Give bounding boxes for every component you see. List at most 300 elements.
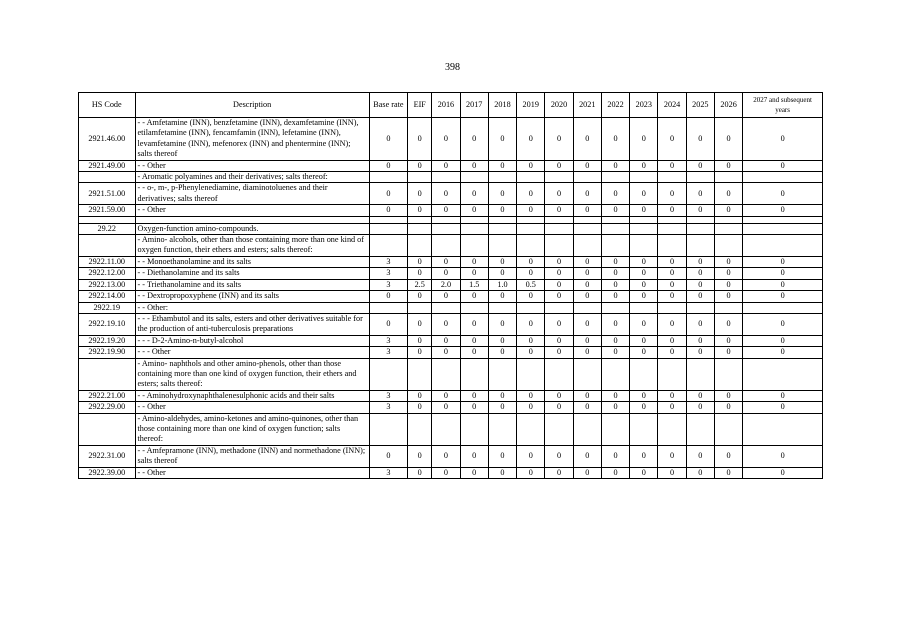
rate-cell: 0 <box>686 467 714 478</box>
rate-cell: 0 <box>573 205 601 216</box>
rate-cell: 0 <box>545 268 573 279</box>
rate-cell: 0 <box>573 183 601 205</box>
rate-cell: 3 <box>369 335 407 346</box>
rate-cell: 0 <box>517 390 545 401</box>
description-cell <box>135 216 369 223</box>
rate-cell: 0 <box>517 256 545 267</box>
rate-cell: 0 <box>743 160 823 171</box>
rate-cell <box>658 172 686 183</box>
rate-cell: 0 <box>573 279 601 290</box>
rate-cell <box>686 358 714 390</box>
table-row <box>79 413 823 445</box>
rate-cell: 0 <box>408 268 432 279</box>
rate-cell <box>369 223 407 234</box>
rate-cell: 0 <box>714 313 742 335</box>
rate-cell <box>460 413 488 445</box>
rate-cell: 0 <box>658 347 686 358</box>
rate-cell <box>743 172 823 183</box>
rate-cell: 0 <box>517 205 545 216</box>
description-cell: - - Diethanolamine and its salts <box>135 268 369 279</box>
col-2019: 2019 <box>517 93 545 118</box>
rate-cell: 0 <box>743 467 823 478</box>
rate-cell <box>432 235 460 257</box>
rate-cell <box>488 358 516 390</box>
rate-cell: 0 <box>658 313 686 335</box>
rate-cell: 0 <box>601 313 629 335</box>
rate-cell: 0 <box>743 268 823 279</box>
rate-cell: 0 <box>630 291 658 302</box>
rate-cell <box>460 223 488 234</box>
rate-cell: 0 <box>488 256 516 267</box>
rate-cell: 0 <box>488 183 516 205</box>
rate-cell: 0 <box>545 335 573 346</box>
rate-cell: 0 <box>432 313 460 335</box>
rate-cell: 3 <box>369 347 407 358</box>
rate-cell <box>432 216 460 223</box>
rate-cell: 0 <box>460 313 488 335</box>
rate-cell <box>432 358 460 390</box>
rate-cell <box>517 235 545 257</box>
rate-cell <box>517 413 545 445</box>
rate-cell: 1.5 <box>460 279 488 290</box>
rate-cell: 0 <box>743 445 823 467</box>
description-cell: - - Other: <box>135 302 369 313</box>
description-cell: - - o-, m-, p-Phenylenediamine, diaminotoluenes and their derivatives; salts thereof <box>135 183 369 205</box>
rate-cell: 3 <box>369 279 407 290</box>
rate-cell <box>658 302 686 313</box>
rate-cell <box>743 413 823 445</box>
page-number: 398 <box>445 62 460 73</box>
rate-cell: 0 <box>658 268 686 279</box>
rate-cell: 0 <box>408 313 432 335</box>
rate-cell <box>714 358 742 390</box>
rate-cell: 0 <box>714 160 742 171</box>
description-cell: Oxygen-function amino-compounds. <box>135 223 369 234</box>
rate-cell: 0 <box>658 160 686 171</box>
rate-cell: 0 <box>573 313 601 335</box>
description-cell: - - Monoethanolamine and its salts <box>135 256 369 267</box>
rate-cell <box>488 172 516 183</box>
table-row <box>79 402 823 413</box>
rate-cell <box>408 216 432 223</box>
rate-cell: 0 <box>517 347 545 358</box>
rate-cell: 0 <box>686 390 714 401</box>
description-cell: - - Other <box>135 205 369 216</box>
rate-cell: 0 <box>601 279 629 290</box>
table-row <box>79 335 823 346</box>
rate-cell <box>488 216 516 223</box>
hs-code-cell: 2922.11.00 <box>79 256 136 267</box>
rate-cell <box>686 413 714 445</box>
rate-cell: 0 <box>601 291 629 302</box>
rate-cell: 0 <box>630 335 658 346</box>
rate-cell <box>369 302 407 313</box>
rate-cell <box>573 216 601 223</box>
rate-cell: 0 <box>408 256 432 267</box>
rate-cell <box>686 302 714 313</box>
rate-cell: 0 <box>630 279 658 290</box>
rate-cell: 0 <box>432 402 460 413</box>
table-row <box>79 216 823 223</box>
rate-cell <box>658 235 686 257</box>
table-row <box>79 313 823 335</box>
rate-cell: 0 <box>369 445 407 467</box>
rate-cell <box>408 358 432 390</box>
rate-cell <box>601 302 629 313</box>
rate-cell <box>573 302 601 313</box>
rate-cell: 0 <box>743 291 823 302</box>
rate-cell: 0 <box>369 291 407 302</box>
rate-cell: 0 <box>686 160 714 171</box>
rate-cell: 0 <box>658 390 686 401</box>
rate-cell: 0 <box>573 335 601 346</box>
col-eif: EIF <box>408 93 432 118</box>
col-2020: 2020 <box>545 93 573 118</box>
rate-cell <box>488 235 516 257</box>
col-2017: 2017 <box>460 93 488 118</box>
table-row <box>79 390 823 401</box>
rate-cell <box>714 413 742 445</box>
rate-cell: 0 <box>714 335 742 346</box>
rate-cell: 0 <box>573 467 601 478</box>
rate-cell <box>517 358 545 390</box>
rate-cell <box>573 413 601 445</box>
rate-cell <box>408 302 432 313</box>
rate-cell: 0 <box>517 467 545 478</box>
rate-cell <box>545 223 573 234</box>
col-hs-code: HS Code <box>79 93 136 118</box>
table-row <box>79 291 823 302</box>
rate-cell: 0 <box>601 268 629 279</box>
rate-cell <box>369 216 407 223</box>
rate-cell <box>686 216 714 223</box>
description-cell: - - Amfetamine (INN), benzfetamine (INN), dexamfetamine (INN), etilamfetamine (INN), fencamfamin (INN), lefetamine (INN), levamfetamine (INN), mefenorex (INN) and phentermine (INN); salts thereof <box>135 118 369 161</box>
rate-cell: 0 <box>488 335 516 346</box>
rate-cell: 0 <box>630 256 658 267</box>
hs-code-cell: 2922.21.00 <box>79 390 136 401</box>
rate-cell: 0 <box>714 467 742 478</box>
rate-cell <box>630 235 658 257</box>
rate-cell <box>460 358 488 390</box>
table-body <box>79 118 823 479</box>
col-2026: 2026 <box>714 93 742 118</box>
rate-cell: 0 <box>601 335 629 346</box>
rate-cell <box>630 216 658 223</box>
rate-cell <box>408 235 432 257</box>
description-cell: - Amino-aldehydes, amino-ketones and amino-quinones, other than those containing more than one kind of oxygen function; salts thereof: <box>135 413 369 445</box>
rate-cell: 0 <box>432 390 460 401</box>
rate-cell <box>545 216 573 223</box>
table-row <box>79 256 823 267</box>
rate-cell: 0 <box>488 291 516 302</box>
rate-cell: 0 <box>601 205 629 216</box>
rate-cell: 0 <box>714 183 742 205</box>
rate-cell: 0 <box>601 467 629 478</box>
rate-cell: 0 <box>601 347 629 358</box>
rate-cell <box>601 413 629 445</box>
rate-cell: 0 <box>573 291 601 302</box>
rate-cell: 3 <box>369 268 407 279</box>
rate-cell <box>432 413 460 445</box>
rate-cell: 0 <box>686 445 714 467</box>
hs-code-cell: 2922.14.00 <box>79 291 136 302</box>
rate-cell: 0 <box>460 347 488 358</box>
col-description: Description <box>135 93 369 118</box>
rate-cell: 3 <box>369 467 407 478</box>
rate-cell: 0 <box>658 335 686 346</box>
rate-cell: 0 <box>432 268 460 279</box>
rate-cell <box>714 302 742 313</box>
rate-cell: 0 <box>460 183 488 205</box>
rate-cell: 0 <box>686 402 714 413</box>
rate-cell: 0 <box>573 445 601 467</box>
rate-cell: 0 <box>432 256 460 267</box>
rate-cell <box>488 223 516 234</box>
hs-code-cell: 2922.19.90 <box>79 347 136 358</box>
rate-cell: 0 <box>658 205 686 216</box>
rate-cell <box>630 413 658 445</box>
rate-cell: 0 <box>517 118 545 161</box>
rate-cell <box>630 358 658 390</box>
rate-cell: 0 <box>714 390 742 401</box>
rate-cell <box>369 358 407 390</box>
rate-cell: 1.0 <box>488 279 516 290</box>
rate-cell: 0 <box>488 402 516 413</box>
rate-cell: 0 <box>545 313 573 335</box>
rate-cell: 0 <box>601 445 629 467</box>
rate-cell: 0 <box>601 160 629 171</box>
rate-cell: 0 <box>517 268 545 279</box>
description-cell: - - Amfepramone (INN), methadone (INN) and normethadone (INN); salts thereof <box>135 445 369 467</box>
rate-cell <box>686 223 714 234</box>
col-2027-and-subsequent-years: 2027 and subsequent years <box>743 93 823 118</box>
rate-cell: 0 <box>460 256 488 267</box>
rate-cell: 0 <box>408 160 432 171</box>
description-cell: - - Triethanolamine and its salts <box>135 279 369 290</box>
rate-cell <box>517 223 545 234</box>
rate-cell: 0 <box>517 335 545 346</box>
rate-cell <box>517 302 545 313</box>
rate-cell: 3 <box>369 402 407 413</box>
rate-cell: 0 <box>460 467 488 478</box>
rate-cell <box>460 216 488 223</box>
description-cell: - - Other <box>135 467 369 478</box>
rate-cell <box>601 235 629 257</box>
rate-cell <box>460 172 488 183</box>
description-cell: - Aromatic polyamines and their derivatives; salts thereof: <box>135 172 369 183</box>
rate-cell: 0 <box>573 256 601 267</box>
rate-cell <box>545 413 573 445</box>
rate-cell: 0 <box>408 402 432 413</box>
table-row <box>79 183 823 205</box>
hs-code-cell <box>79 216 136 223</box>
rate-cell: 0 <box>573 390 601 401</box>
rate-cell: 0 <box>545 402 573 413</box>
col-2018: 2018 <box>488 93 516 118</box>
table-row <box>79 205 823 216</box>
hs-code-cell <box>79 413 136 445</box>
rate-cell <box>488 413 516 445</box>
rate-cell: 0 <box>488 160 516 171</box>
rate-cell: 0 <box>408 183 432 205</box>
rate-cell <box>573 358 601 390</box>
rate-cell: 0 <box>369 183 407 205</box>
rate-cell: 0 <box>517 313 545 335</box>
rate-cell <box>630 302 658 313</box>
rate-cell: 0 <box>545 118 573 161</box>
rate-cell: 0 <box>658 118 686 161</box>
rate-cell: 0 <box>460 205 488 216</box>
table-row <box>79 445 823 467</box>
rate-cell: 0 <box>460 402 488 413</box>
rate-cell: 0 <box>743 402 823 413</box>
rate-cell: 0 <box>545 160 573 171</box>
rate-cell: 0 <box>369 205 407 216</box>
rate-cell <box>601 223 629 234</box>
table-row <box>79 268 823 279</box>
rate-cell <box>517 216 545 223</box>
col-2025: 2025 <box>686 93 714 118</box>
rate-cell: 2.0 <box>432 279 460 290</box>
rate-cell <box>630 223 658 234</box>
rate-cell <box>601 216 629 223</box>
rate-cell: 0 <box>460 390 488 401</box>
rate-cell: 0 <box>432 335 460 346</box>
rate-cell: 0 <box>545 256 573 267</box>
rate-cell <box>369 172 407 183</box>
rate-cell <box>658 216 686 223</box>
rate-cell: 0 <box>432 347 460 358</box>
rate-cell: 0 <box>743 256 823 267</box>
rate-cell <box>714 223 742 234</box>
rate-cell <box>545 172 573 183</box>
table-row <box>79 358 823 390</box>
hs-code-cell: 2922.19.20 <box>79 335 136 346</box>
rate-cell: 0 <box>630 467 658 478</box>
rate-cell <box>658 223 686 234</box>
table-row <box>79 279 823 290</box>
hs-code-cell: 2921.59.00 <box>79 205 136 216</box>
rate-cell: 0 <box>630 268 658 279</box>
rate-cell: 0 <box>408 205 432 216</box>
hs-code-cell: 2921.46.00 <box>79 118 136 161</box>
rate-cell <box>601 358 629 390</box>
rate-cell: 0 <box>488 390 516 401</box>
rate-cell: 0 <box>630 118 658 161</box>
rate-cell: 0 <box>658 467 686 478</box>
hs-code-cell <box>79 235 136 257</box>
rate-cell <box>714 172 742 183</box>
rate-cell <box>545 302 573 313</box>
rate-cell: 0 <box>714 347 742 358</box>
rate-cell: 0 <box>488 268 516 279</box>
rate-cell <box>658 413 686 445</box>
rate-cell: 0 <box>460 335 488 346</box>
rate-cell: 0 <box>432 291 460 302</box>
rate-cell <box>743 302 823 313</box>
rate-cell: 0 <box>573 402 601 413</box>
rate-cell: 0 <box>432 183 460 205</box>
rate-cell: 0.5 <box>517 279 545 290</box>
description-cell: - Amino- alcohols, other than those containing more than one kind of oxygen function, their ethers and esters; salts thereof: <box>135 235 369 257</box>
tariff-schedule-table <box>78 92 823 479</box>
rate-cell: 2.5 <box>408 279 432 290</box>
hs-code-cell: 2922.13.00 <box>79 279 136 290</box>
description-cell: - - - D-2-Amino-n-butyl-alcohol <box>135 335 369 346</box>
hs-code-cell <box>79 172 136 183</box>
rate-cell: 0 <box>658 402 686 413</box>
rate-cell <box>545 358 573 390</box>
rate-cell: 0 <box>658 279 686 290</box>
rate-cell: 0 <box>369 160 407 171</box>
description-cell: - - - Other <box>135 347 369 358</box>
rate-cell <box>432 302 460 313</box>
table-row <box>79 347 823 358</box>
rate-cell <box>601 172 629 183</box>
rate-cell: 0 <box>432 160 460 171</box>
rate-cell <box>658 358 686 390</box>
rate-cell <box>460 302 488 313</box>
rate-cell: 0 <box>743 390 823 401</box>
rate-cell <box>743 223 823 234</box>
hs-code-cell: 29.22 <box>79 223 136 234</box>
rate-cell <box>573 223 601 234</box>
rate-cell <box>714 235 742 257</box>
rate-cell: 0 <box>517 183 545 205</box>
rate-cell: 0 <box>545 347 573 358</box>
description-cell: - - Other <box>135 160 369 171</box>
rate-cell: 0 <box>630 313 658 335</box>
hs-code-cell: 2922.19.10 <box>79 313 136 335</box>
rate-cell: 0 <box>743 183 823 205</box>
hs-code-cell: 2922.39.00 <box>79 467 136 478</box>
rate-cell: 0 <box>573 160 601 171</box>
rate-cell: 0 <box>545 467 573 478</box>
table-row <box>79 160 823 171</box>
rate-cell <box>743 235 823 257</box>
rate-cell: 0 <box>743 279 823 290</box>
rate-cell: 0 <box>630 347 658 358</box>
col-2024: 2024 <box>658 93 686 118</box>
rate-cell: 0 <box>630 402 658 413</box>
table-row <box>79 172 823 183</box>
rate-cell: 0 <box>545 445 573 467</box>
rate-cell <box>408 172 432 183</box>
rate-cell: 0 <box>686 183 714 205</box>
rate-cell <box>573 235 601 257</box>
rate-cell: 0 <box>658 256 686 267</box>
hs-code-cell: 2922.12.00 <box>79 268 136 279</box>
rate-cell: 0 <box>432 467 460 478</box>
rate-cell: 0 <box>714 445 742 467</box>
table-row <box>79 235 823 257</box>
rate-cell: 0 <box>488 118 516 161</box>
table-row <box>79 302 823 313</box>
rate-cell: 0 <box>743 205 823 216</box>
rate-cell: 0 <box>630 445 658 467</box>
rate-cell: 0 <box>573 347 601 358</box>
col-2022: 2022 <box>601 93 629 118</box>
rate-cell: 0 <box>517 445 545 467</box>
rate-cell: 0 <box>408 335 432 346</box>
rate-cell: 0 <box>408 390 432 401</box>
rate-cell: 0 <box>408 291 432 302</box>
rate-cell <box>686 235 714 257</box>
rate-cell: 0 <box>743 335 823 346</box>
rate-cell: 0 <box>601 118 629 161</box>
rate-cell: 0 <box>743 313 823 335</box>
hs-code-cell: 2921.51.00 <box>79 183 136 205</box>
